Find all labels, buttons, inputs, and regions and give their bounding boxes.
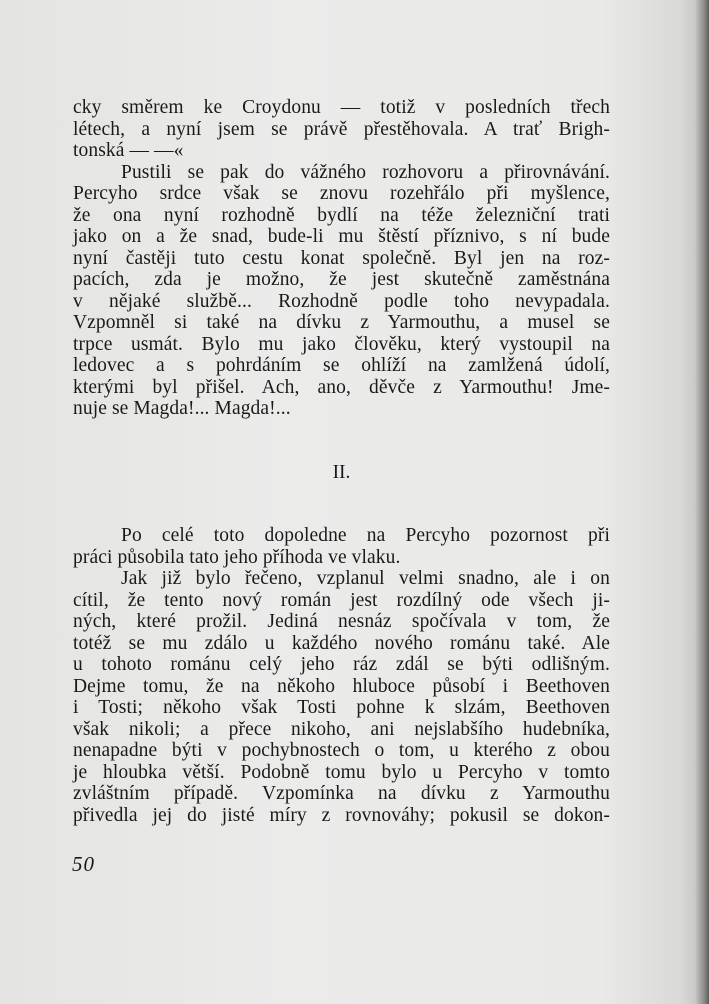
text-line: Pustili se pak do vážného rozhovoru a přirovnávání. <box>121 161 610 183</box>
text-line: Jak již bylo řečeno, vzplanul velmi snadno, ale i on <box>121 568 610 589</box>
text-line: je hloubka větší. Podobně tomu bylo u Percyho v tomto <box>73 761 610 783</box>
text-line: tonská — —« <box>73 140 184 161</box>
text-line: nenapadne býti v pochybnostech o tom, u kterého z obou <box>73 740 610 761</box>
text-line: i Tosti; někoho však Tosti pohne k slzám, Beethoven <box>73 697 610 718</box>
text-line: však nikoli; a přece nikoho, ani nejslabšího hudebníka, <box>73 718 610 740</box>
text-line: nuje se Magda!... Magda!... <box>73 398 291 419</box>
text-line: létech, a nyní jsem se právě přestěhovala. A trať Brigh- <box>73 118 610 140</box>
text-line: cítil, že tento nový román jest rozdílný ode všech ji- <box>73 589 610 611</box>
text-line: trpce usmát. Bylo mu jako člověku, který vystoupil na <box>73 333 610 355</box>
text-line: kterými byl přišel. Ach, ano, děvče z Yarmouthu! Jme- <box>73 376 610 398</box>
text-line: Percyho srdce však se znovu rozehřálo při myšlence, <box>73 183 610 204</box>
text-line: jako on a že snad, bude-li mu štěstí příznivo, s ní bude <box>73 226 610 247</box>
text-line: práci působila tato jeho příhoda ve vlaku. <box>73 546 401 568</box>
text-line: totéž se mu zdálo u každého nového románu také. Ale <box>73 632 610 654</box>
text-line: že ona nyní rozhodně bydlí na téže železniční trati <box>73 204 610 226</box>
text-line: u tohoto románu celý jeho ráz zdál se býti odlišným. <box>73 654 610 675</box>
text-line: pacích, zda je možno, že jest skutečně zaměstnána <box>73 269 610 290</box>
chapter-heading: II. <box>332 461 351 483</box>
text-line: nyní častěji tuto cestu konat společně. Byl jen na roz- <box>73 247 610 269</box>
page-edge-shadow <box>695 0 709 1004</box>
text-line: v nějaké službě... Rozhodně podle toho nevypadala. <box>73 290 610 312</box>
page-number: 50 <box>72 852 95 876</box>
text-line: Vzpomněl si také na dívku z Yarmouthu, a musel se <box>73 312 610 333</box>
text-line: cky směrem ke Croydonu — totiž v posledních třech <box>73 97 610 118</box>
text-line: ných, které prožil. Jediná nesnáz spočívala v tom, že <box>73 611 610 632</box>
text-line: zvláštním případě. Vzpomínka na dívku z Yarmouthu <box>73 783 610 804</box>
text-line: Dejme tomu, že na někoho hluboce působí i Beethoven <box>73 675 610 697</box>
text-line: Po celé toto dopoledne na Percyho pozornost při <box>121 525 610 546</box>
text-line: ledovec a s pohrdáním se ohlíží na zamlžená údolí, <box>73 355 610 376</box>
text-line: přivedla jej do jisté míry z rovnováhy; pokusil se dokon- <box>73 804 610 826</box>
page-text <box>73 97 610 826</box>
